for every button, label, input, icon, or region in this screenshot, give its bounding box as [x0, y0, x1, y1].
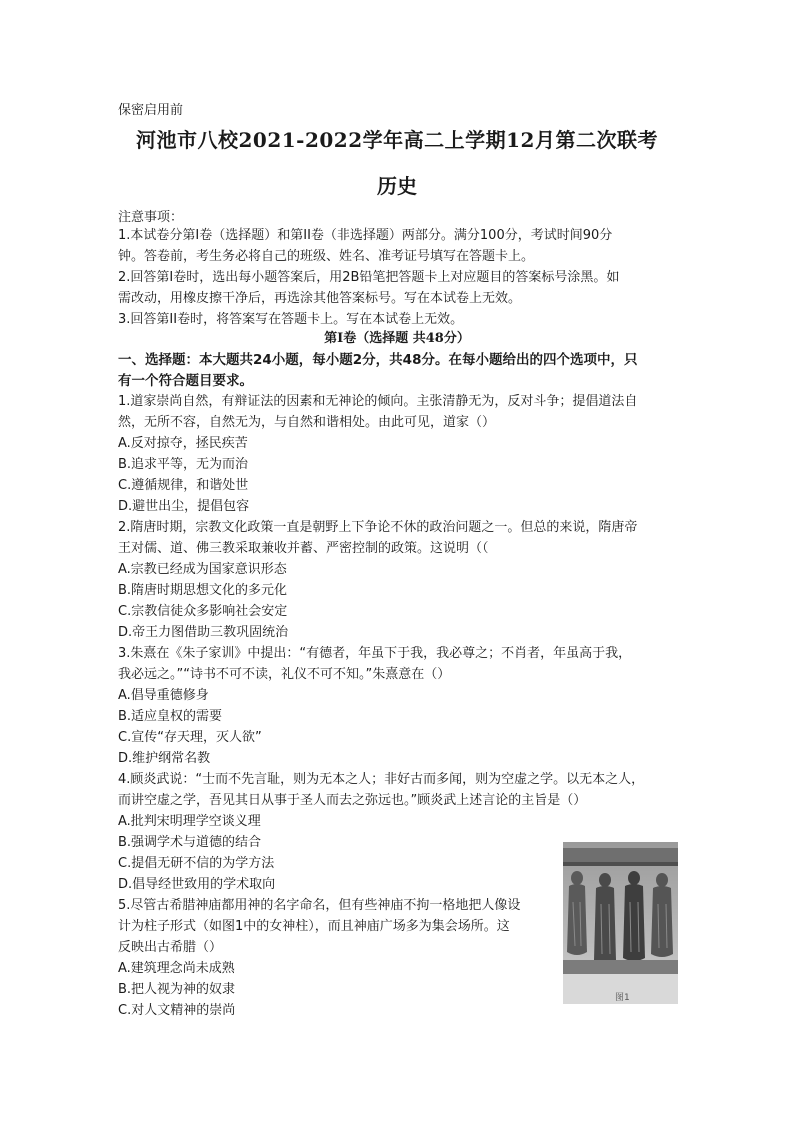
caryatid-image [563, 842, 678, 1004]
volume-title: 第I卷（选择题 共48分） [324, 331, 470, 346]
question-1-option: A.反对掠夺，拯民疾苦 [118, 436, 248, 451]
question-2-stem: 王对儒、道、佛三教采取兼收并蓄、严密控制的政策。这说明（（ [118, 541, 489, 556]
question-4-stem: 而讲空虚之学，吾见其日从事于圣人而去之弥远也。”顾炎武上述言论的主旨是（） [118, 793, 587, 808]
exam-title: 河池市八校2021-2022学年高二上学期12月第二次联考 [136, 128, 658, 152]
notes-heading: 注意事项： [118, 210, 184, 225]
question-2-option: B.隋唐时期思想文化的多元化 [118, 583, 288, 598]
question-3-option: B.适应皇权的需要 [118, 709, 223, 724]
question-2-option: D.帝王力图借助三教巩固统治 [118, 625, 289, 640]
question-5-option: C.对人文精神的崇尚 [118, 1003, 236, 1018]
question-3-option: C.宣传“存天理，灭人欲” [118, 730, 262, 745]
question-1-option: D.避世出尘，提倡包容 [118, 499, 250, 514]
caryatid-photo [563, 842, 678, 1004]
question-5-option: B.把人视为神的奴隶 [118, 982, 236, 997]
question-1-option: B.追求平等，无为而治 [118, 457, 249, 472]
question-3-option: A.倡导重德修身 [118, 688, 209, 703]
section-heading: 有一个符合题目要求。 [118, 373, 253, 389]
notes-line: 3.回答第II卷时，将答案写在答题卡上。写在本试卷上无效。 [118, 312, 464, 327]
subject-title: 历史 [377, 174, 417, 198]
question-4-stem: 4.顾炎武说：“士而不先言耻，则为无本之人；非好古而多闻，则为空虚之学。以无本之人， [118, 772, 645, 787]
notes-line: 1.本试卷分第I卷（选择题）和第II卷（非选择题）两部分。满分100分，考试时间90分 [118, 228, 613, 243]
confidential-label: 保密启用前 [118, 103, 184, 118]
question-3-stem: 3.朱熹在《朱子家训》中提出：“有德者，年虽下于我，我必尊之；不肖者，年虽高于我， [118, 646, 632, 661]
question-5-stem: 5.尽管古希腊神庙都用神的名字命名，但有些神庙不拘一格地把人像设 [118, 898, 521, 913]
question-5-stem: 计为柱子形式（如图1中的女神柱），而且神庙广场多为集会场所。这 [118, 919, 510, 934]
notes-line: 钟。答卷前，考生务必将自己的班级、姓名、准考证号填写在答题卡上。 [118, 249, 535, 264]
question-5-option: A.建筑理念尚未成熟 [118, 961, 235, 976]
question-4-option: A.批判宋明理学空谈义理 [118, 814, 261, 829]
question-2-option: C.宗教信徒众多影响社会安定 [118, 604, 288, 619]
question-1-stem: 1.道家崇尚自然，有辩证法的因素和无神论的倾向。主张清静无为，反对斗争；提倡道法自 [118, 394, 638, 409]
question-4-option: C.提倡无研不信的为学方法 [118, 856, 275, 871]
notes-line: 2.回答第I卷时，选出每小题答案后，用2B铅笔把答题卡上对应题目的答案标号涂黑。如 [118, 270, 620, 285]
notes-line: 需改动，用橡皮擦干净后，再选涂其他答案标号。写在本试卷上无效。 [118, 291, 522, 306]
question-2-option: A.宗教已经成为国家意识形态 [118, 562, 287, 577]
question-3-stem: 我必远之。”“诗书不可不读，礼仪不可不知。”朱熹意在（） [118, 667, 451, 682]
question-5-stem: 反映出古希腊（） [118, 940, 223, 955]
question-3-option: D.维护纲常名教 [118, 751, 211, 766]
question-1-stem: 然，无所不容，自然无为，与自然和谐相处。由此可见，道家（） [118, 415, 496, 430]
question-2-stem: 2.隋唐时期，宗教文化政策一直是朝野上下争论不休的政治问题之一。但总的来说，隋唐帝 [118, 520, 638, 535]
question-4-option: B.强调学术与道德的结合 [118, 835, 262, 850]
question-4-option: D.倡导经世致用的学术取向 [118, 877, 276, 892]
question-1-option: C.遵循规律，和谐处世 [118, 478, 249, 493]
figure-caption: 图1 [615, 993, 630, 1003]
section-heading: 一、选择题：本大题共24小题，每小题2分，共48分。在每小题给出的四个选项中，只 [118, 352, 638, 368]
